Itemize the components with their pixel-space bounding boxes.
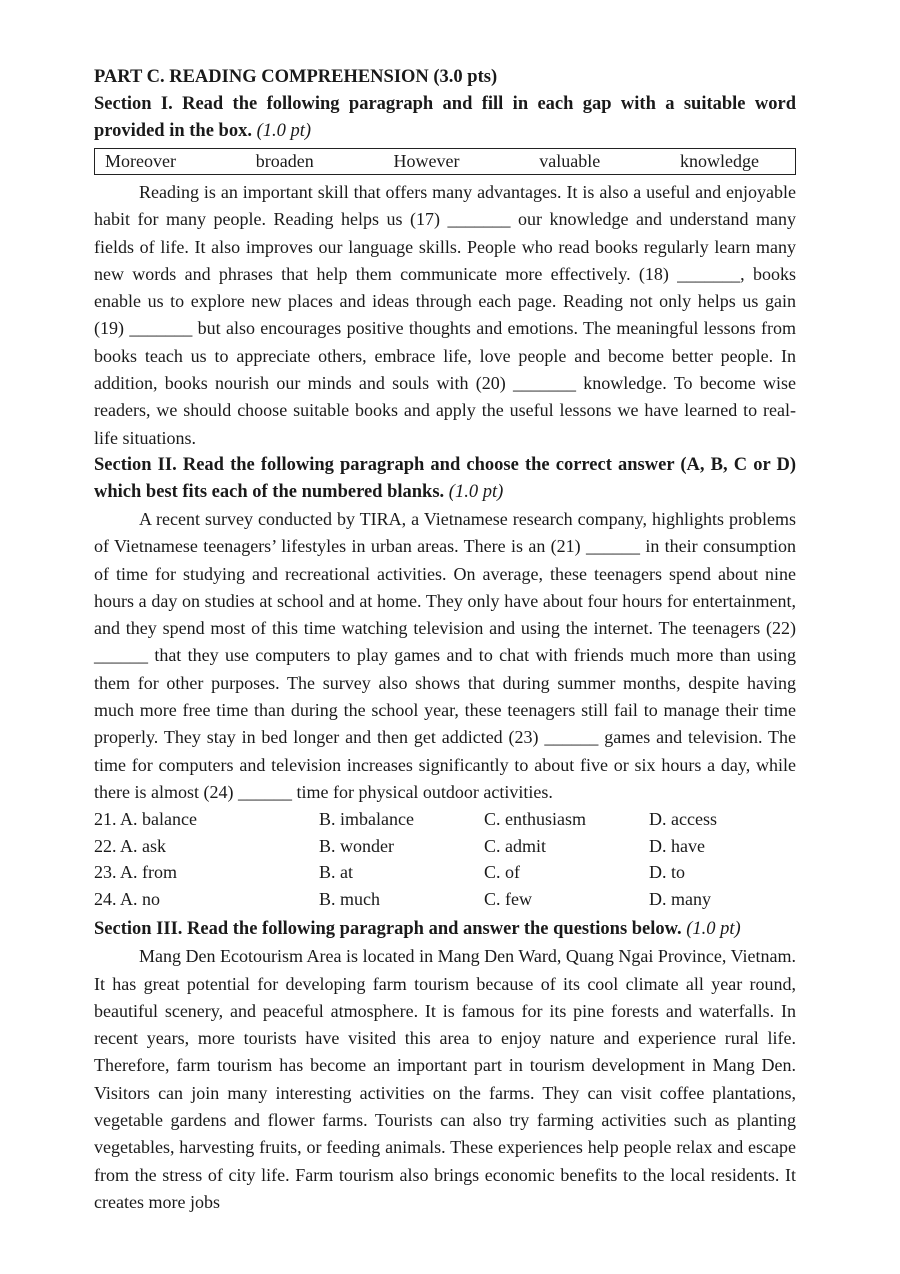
section1-points: (1.0 pt) (256, 121, 312, 141)
option-23-b: B. at (319, 862, 353, 883)
section2-paragraph: A recent survey conducted by TIRA, a Vietnamese research company, highlights problems of Vietnamese teenagers’ lifestyles in urban areas. There is an (21) ______ in their consumption of time for studying and recreational activities. On average, these teenagers spend about nine hours a day on studies at school and at home. They only have about four hours for entertainment, and they spend most of this time watching television and using the internet. The teenagers (22) ______ that they use computers to play games and to chat with friends much more than using them for other purposes. The survey also shows that during summer months, despite having much more free time than during the school year, these teenagers still fail to manage their time properly. They stay in bed longer and then get addicted (23) ______ games and television. The time for computers and television increases significantly to about five or six hours a day, while there is almost (24) ______ time for physical outdoor activities. (94, 508, 796, 802)
section1-title (94, 91, 796, 145)
word-box-item: However (393, 151, 460, 171)
option-21-d: D. access (649, 809, 717, 830)
option-24-d: D. many (649, 888, 711, 909)
section1-title-text: Section I. Read the following paragraph and fill in each gap with a suitable word provided in the box. (94, 94, 796, 141)
option-23-d: D. to (649, 862, 685, 883)
word-box-item: valuable (539, 151, 601, 171)
option-24-c: C. few (484, 888, 532, 909)
option-21-a: 21. A. balance (94, 809, 197, 830)
section3-title-text: Section III. Read the following paragraph and answer the questions below. (94, 919, 682, 940)
section3-title (94, 916, 796, 943)
option-21-c: C. enthusiasm (484, 809, 586, 830)
answer-options (94, 806, 796, 912)
reading-content (94, 64, 796, 1216)
word-box-item: Moreover (105, 151, 176, 171)
word-box-item: broaden (255, 151, 314, 171)
part-title: PART C. READING COMPREHENSION (3.0 pts) (94, 67, 498, 87)
option-22-b: B. wonder (319, 835, 394, 856)
option-24-a: 24. A. no (94, 888, 161, 909)
section2-title-text: Section II. Read the following paragraph and choose the correct answer (A, B, C or D) which best fits each of the numbered blanks. (94, 454, 796, 502)
section3-paragraph: Mang Den Ecotourism Area is located in Mang Den Ward, Quang Ngai Province, Vietnam. It has great potential for developing farm tourism because of its cool climate all year round, beautiful scenery, and peaceful atmosphere. It is famous for its pine forests and waterfalls. In recent years, more tourists have visited this area to enjoy nature and experience rural life. Therefore, farm tourism has become an important part in tourism development in Mang Den. Visitors can join many interesting activities on the farms. They can visit coffee plantations, vegetable gardens and flower farms. Tourists can also try farming activities such as planting vegetables, harvesting fruits, or feeding animals. These experiences help people relax and escape from the stress of city life. Farm tourism also brings economic benefits to the local residents. It creates more jobs (94, 946, 796, 1212)
option-23-c: C. of (484, 862, 520, 883)
option-22-d: D. have (649, 835, 705, 856)
option-22-c: C. admit (484, 835, 546, 856)
word-box (94, 148, 796, 175)
option-23-a: 23. A. from (94, 862, 177, 883)
word-box-item: knowledge (680, 151, 759, 171)
section2-title (94, 452, 796, 506)
section2-points: (1.0 pt) (448, 481, 504, 502)
option-24-b: B. much (319, 888, 380, 909)
option-21-b: B. imbalance (319, 809, 414, 830)
option-22-a: 22. A. ask (94, 835, 166, 856)
section3-points: (1.0 pt) (686, 919, 741, 940)
section1-paragraph: Reading is an important skill that offers many advantages. It is also a useful and enjoyable habit for many people. Reading helps us (17) _______ our knowledge and understand many fields of life. It also improves our language skills. People who read books regularly learn many new words and phrases that help them communicate more effectively. (18) _______, books enable us to explore new places and ideas through each page. Reading not only helps us gain (19) _______ but also encourages positive thoughts and emotions. The meaningful lessons from books teach us to appreciate others, embrace life, love people and become better people. In addition, books nourish our minds and souls with (20) _______ knowledge. To become wise readers, we should choose suitable books and apply the useful lessons we have learned to real-life situations. (94, 182, 796, 448)
